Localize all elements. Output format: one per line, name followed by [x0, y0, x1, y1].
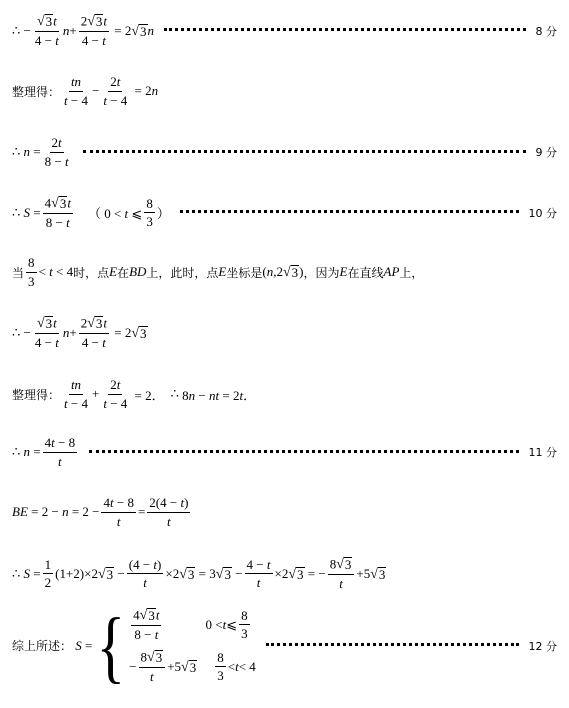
fraction: $\frac{2t}{8 - t}$ [44, 135, 69, 169]
fraction: $\frac{1}{2}$ [44, 556, 52, 591]
fraction: $\frac{2t}{t - 4}$ [103, 74, 128, 108]
step-line-9: BE = 2 − n = 2 − $\frac{4t - 8}{t}$ = $\frac{2(4 - t)}{t}$ [12, 495, 189, 529]
left-brace: { [96, 601, 126, 691]
fraction: 4 √ 3 t 8 − t [44, 195, 71, 231]
score-label: 9 分 [535, 146, 557, 160]
step-line-11: 综上所述： S = { 4 √ 3 t 8 − t 0 < t ⩽ $\frac{8}{3}$ − 8 √ 3 t +5 √ 3 $\frac{8}{3}$ < t < 4 12 分 [12, 601, 557, 691]
fraction: $\frac{4 - t}{t}$ [246, 556, 271, 591]
fraction: 8 √ 3 t [328, 557, 355, 591]
fraction: $\frac{2t}{t - 4}$ [103, 377, 128, 411]
dot-leader [83, 150, 526, 153]
fraction: 4 √ 3 t 8 − t [133, 607, 160, 643]
fraction: $\frac{2(4 - t)}{t}$ [149, 495, 189, 529]
piecewise-cases: 4 √ 3 t 8 − t 0 < t ⩽ $\frac{8}{3}$ − 8 √ 3 t +5 √ 3 $\frac{8}{3}$ < t < 4 [129, 607, 256, 685]
fraction: √ 3 t 4 − t [34, 13, 59, 49]
fraction: $\frac{8}{3}$ [146, 195, 153, 230]
step-line-10: ∴ S = $\frac{1}{2}$ (1+2)×2 √ 3 − $\frac{(4 - t)}{t}$ ×2 √ 3 = 3 √ 3 − $\frac{4 - t}{t}$ ×2 √ 3 = − 8 √ 3 t +5 √ 3 [12, 556, 386, 592]
step-label: 整理得： [12, 387, 61, 402]
fraction: √ 3 t 4 − t [34, 315, 59, 351]
fraction: $\frac{tn}{t - 4}$ [64, 377, 88, 411]
fraction: $\frac{tn}{t - 4}$ [64, 74, 88, 108]
step-line-2: 整理得： $\frac{tn}{t - 4}$ − $\frac{2t}{t - 4}$ = 2n [12, 74, 159, 108]
step-line-1: ∴ − √ 3 t 4 − t n + 2 √ 3 t 4 − t = 2 √ 3 n 8 分 [12, 13, 557, 49]
fraction: 2 √ 3 t 4 − t [80, 13, 107, 49]
step-line-5: 当 $\frac{8}{3}$ < t < 4 时，点 E 在 BD 上，此时，点 E 坐标是 (n,2 √ 3 ) ，因为 E 在直线 AP 上， [12, 255, 424, 289]
step-label: 整理得： [12, 84, 61, 99]
fraction: $\frac{8}{3}$ [28, 255, 35, 289]
step-label: 综上所述： [12, 639, 73, 654]
dot-leader [266, 643, 519, 646]
fraction: $\frac{8}{3}$ [217, 649, 224, 684]
therefore-symbol: ∴ [12, 22, 21, 38]
fraction: 8 √ 3 t [139, 650, 166, 684]
fraction: $\frac{8}{3}$ [241, 607, 248, 642]
dot-leader [89, 450, 518, 453]
step-line-4: ∴ S = 4 √ 3 t 8 − t （ 0 < t ⩽ $\frac{8}{3}$ ） 10 分 [12, 195, 557, 231]
fraction: $\frac{(4 - t)}{t}$ [128, 556, 162, 591]
score-label: 8 分 [535, 24, 557, 38]
fraction: 2 √ 3 t 4 − t [80, 315, 107, 351]
score-label: 12 分 [528, 639, 557, 653]
score-label: 10 分 [528, 206, 557, 220]
dot-leader [180, 210, 519, 213]
dot-leader [164, 28, 525, 31]
fraction: $\frac{4t - 8}{t}$ [103, 495, 134, 529]
score-label: 11 分 [528, 446, 557, 460]
step-line-3: ∴ n = $\frac{2t}{8 - t}$ 9 分 [12, 135, 557, 169]
fraction: $\frac{4t - 8}{t}$ [44, 435, 76, 469]
step-line-7: 整理得： $\frac{tn}{t - 4}$ + $\frac{2t}{t - 4}$ = 2． ∴ 8n − nt = 2t． [12, 377, 257, 411]
step-line-6: ∴ − √ 3 t 4 − t n + 2 √ 3 t 4 − t = 2 √ 3 [12, 315, 147, 351]
step-line-8: ∴ n = $\frac{4t - 8}{t}$ 11 分 [12, 435, 557, 469]
